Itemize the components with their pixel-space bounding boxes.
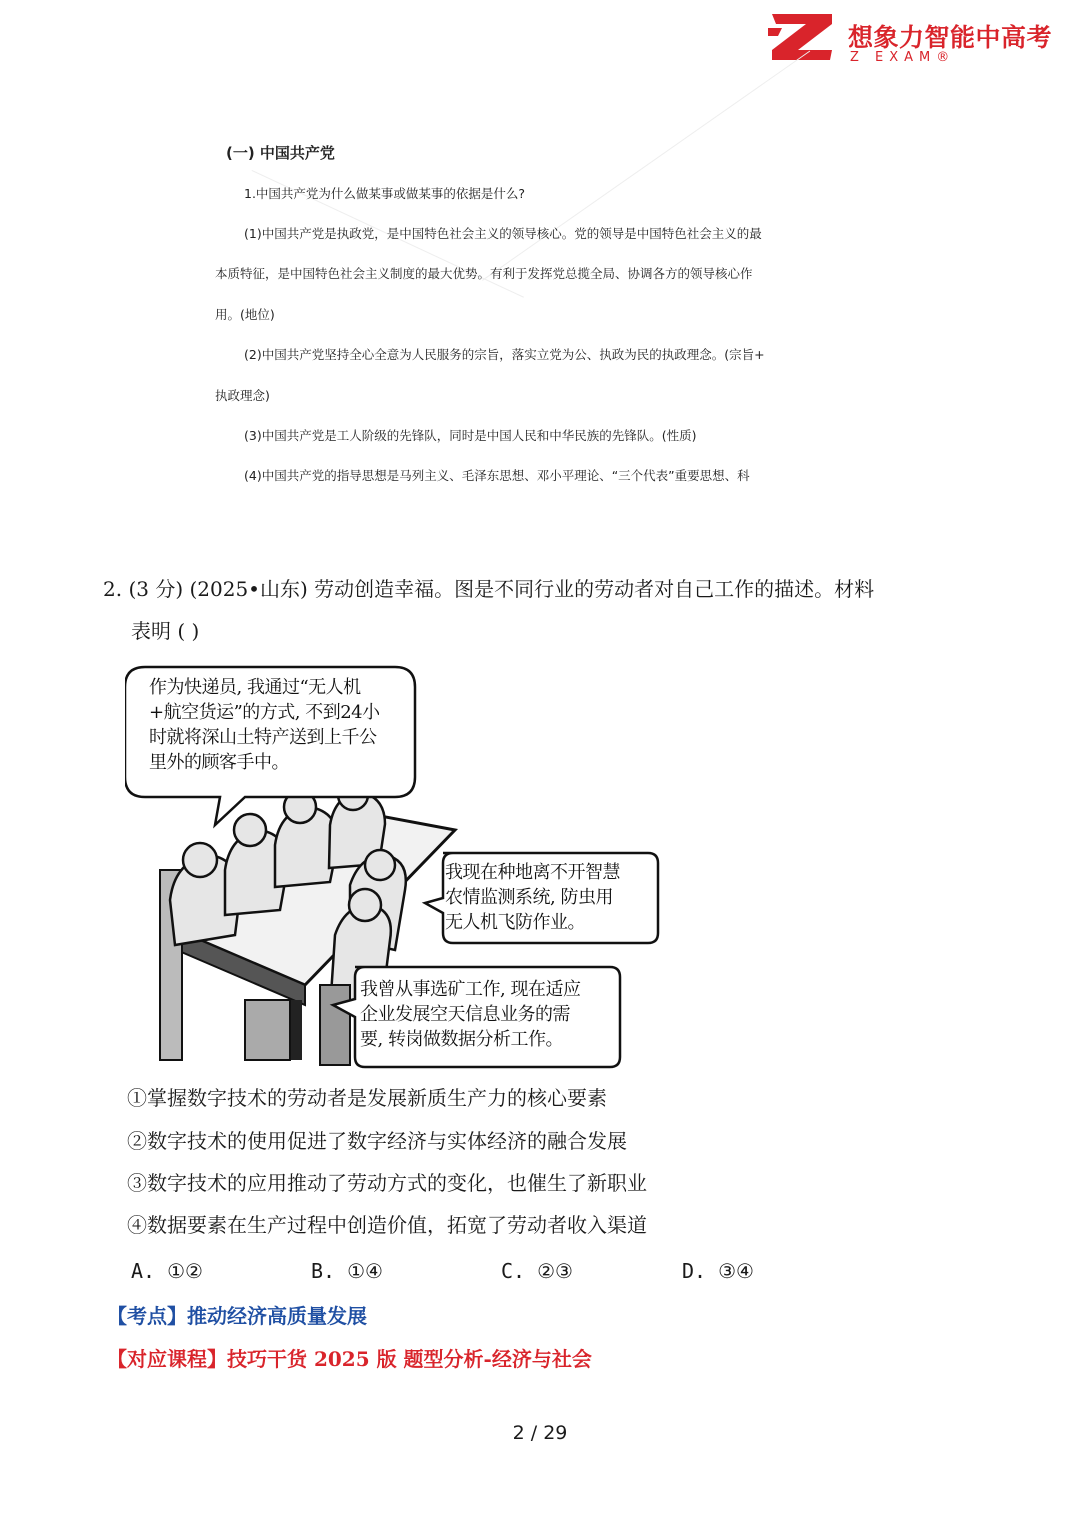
bubble-line: 里外的顾客手中。 <box>149 752 289 773</box>
statement-2: ②数字技术的使用促进了数字经济与实体经济的融合发展 <box>127 1129 627 1153</box>
statement-1: ①掌握数字技术的劳动者是发展新质生产力的核心要素 <box>127 1086 607 1110</box>
bubble-line: 要, 转岗做数据分析工作。 <box>360 1029 563 1050</box>
snippet-line: (1)中国共产党是执政党，是中国特色社会主义的领导核心。党的领导是中国特色社会主义的最 <box>244 226 762 241</box>
bubble-2-text <box>445 860 620 935</box>
page-number: 2 / 29 <box>512 1422 568 1444</box>
statement-4: ④数据要素在生产过程中创造价值，拓宽了劳动者收入渠道 <box>127 1213 647 1237</box>
snippet-line: (3)中国共产党是工人阶级的先锋队，同时是中国人民和中华民族的先锋队。(性质) <box>244 428 697 443</box>
bubble-line: 我现在种地离不开智慧 <box>445 862 620 883</box>
bubble-line: +航空货运”的方式, 不到24小 <box>149 702 380 723</box>
snippet-line: 执政理念) <box>215 388 270 403</box>
bubble-line: 企业发展空天信息业务的需 <box>360 1004 570 1025</box>
brand-name-cn: 想象力智能中高考 <box>848 23 1053 52</box>
snippet-line: (2)中国共产党坚持全心全意为人民服务的宗旨，落实立党为公、执政为民的执政理念。(宗旨+ <box>244 347 765 362</box>
option-a[interactable]: A. ①② <box>131 1259 203 1283</box>
option-d[interactable]: D. ③④ <box>682 1259 754 1283</box>
brand-name-en: Z EXAM® <box>850 50 956 65</box>
bubble-line: 无人机飞防作业。 <box>445 912 585 933</box>
snippet-section-title: (一) 中国共产党 <box>226 144 335 162</box>
bubble-line: 作为快递员, 我通过“无人机 <box>149 677 361 698</box>
question-stem-line1: 2. (3 分) (2025•山东) 劳动创造幸福。图是不同行业的劳动者对自己工作的描述。材料 <box>103 577 875 601</box>
snippet-line: 用。(地位) <box>215 307 275 322</box>
watermark-line <box>482 51 810 281</box>
bubble-line: 我曾从事选矿工作, 现在适应 <box>360 979 581 1000</box>
brand-logo <box>768 10 1073 66</box>
embedded-text-snippet <box>212 130 852 510</box>
bubble-line: 时就将深山土特产送到上千公 <box>149 727 377 748</box>
worker-illustration <box>125 655 665 1075</box>
option-b[interactable]: B. ①④ <box>311 1259 383 1283</box>
snippet-line: (4)中国共产党的指导思想是马列主义、毛泽东思想、邓小平理论、“三个代表”重要思想、科 <box>244 468 750 483</box>
z-logo-icon <box>768 10 836 62</box>
bubble-line: 农情监测系统, 防虫用 <box>445 887 613 908</box>
kaodian-tag: 【考点】推动经济高质量发展 <box>107 1304 367 1328</box>
course-link[interactable]: 【对应课程】技巧干货 2025 版 题型分析-经济与社会 <box>107 1347 592 1371</box>
snippet-line: 1.中国共产党为什么做某事或做某事的依据是什么? <box>244 186 526 201</box>
bubble-3-text <box>360 977 580 1052</box>
question-stem-line2: 表明 ( ) <box>131 619 200 643</box>
statement-3: ③数字技术的应用推动了劳动方式的变化，也催生了新职业 <box>127 1171 647 1195</box>
option-c[interactable]: C. ②③ <box>501 1259 573 1283</box>
bubble-1-text <box>149 675 380 775</box>
snippet-line: 本质特征，是中国特色社会主义制度的最大优势。有利于发挥党总揽全局、协调各方的领导核心作 <box>215 266 753 281</box>
